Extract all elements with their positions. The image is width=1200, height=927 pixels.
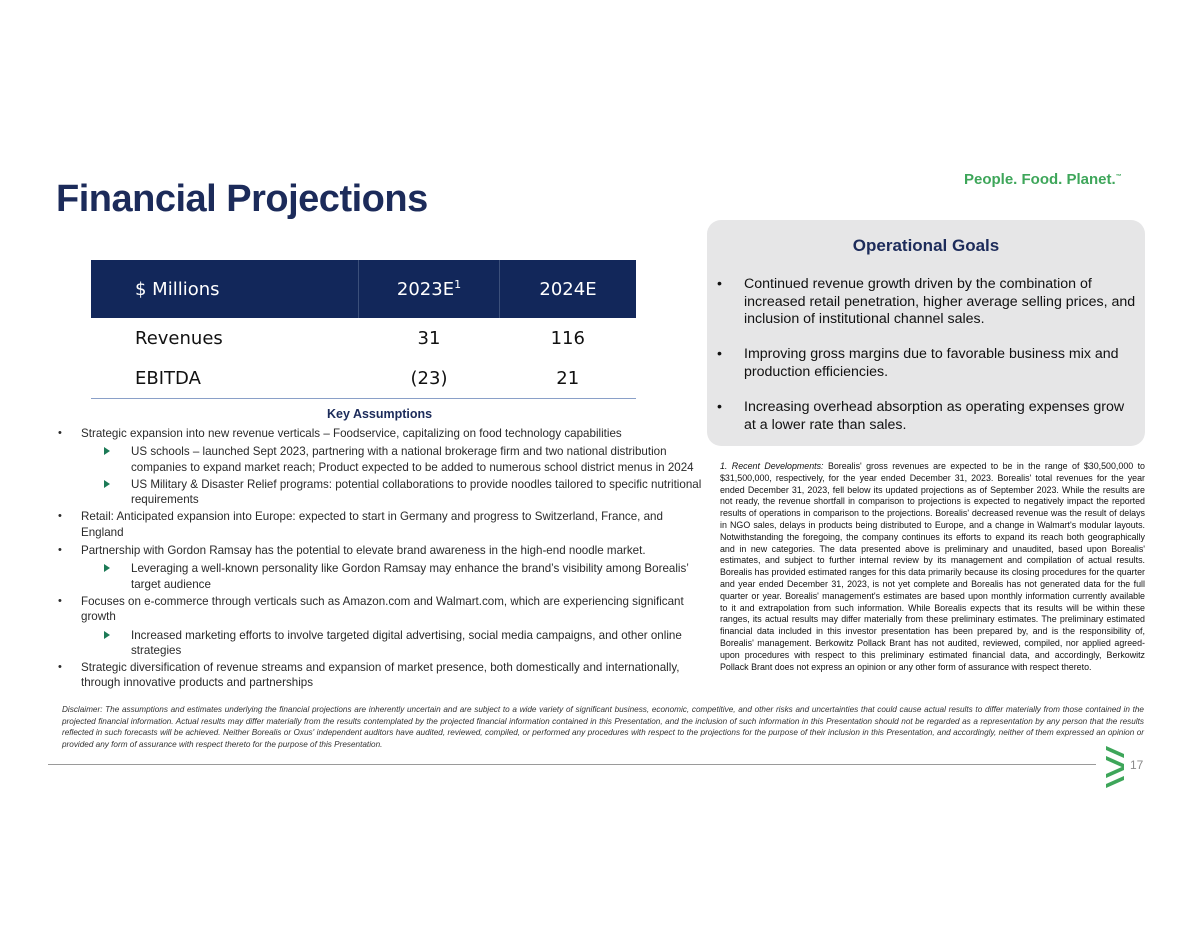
arrow-right-icon: [104, 564, 110, 572]
row-label: EBITDA: [91, 358, 359, 399]
page-title: Financial Projections: [56, 178, 428, 220]
arrow-right-icon: [104, 447, 110, 455]
bullet-icon: •: [717, 399, 722, 415]
key-assumptions-list: [56, 426, 706, 694]
table-row: [91, 358, 636, 399]
operational-goals-title: Operational Goals: [852, 236, 1000, 255]
list-item: • Continued revenue growth driven by the combination of increased retail penetration, higher average selling prices, and inclusion of institutional channel sales.: [717, 276, 1136, 327]
footnote: [720, 461, 1145, 673]
bullet-icon: •: [58, 427, 62, 439]
bullet-icon: •: [58, 510, 62, 523]
row-label: Revenues: [135, 327, 223, 349]
column-header: $ Millions: [91, 260, 359, 318]
list-item: • Strategic expansion into new revenue verticals – Foodservice, capitalizing on food technology capabilities: [58, 427, 622, 440]
table-cell: 116: [550, 327, 585, 349]
list-item: • Improving gross margins due to favorable business mix and production efficiencies.: [717, 346, 1119, 380]
bullet-icon: •: [58, 594, 62, 607]
bullet-icon: •: [58, 544, 62, 557]
sub-list-item: Leveraging a well-known personality like Gordon Ramsay may enhance the brand’s visibility among Borealis’ target audience: [81, 561, 706, 592]
sub-list-item: Increased marketing efforts to involve targeted digital advertising, social media campaigns, and other online strategies: [81, 628, 706, 659]
list-item: • Increasing overhead absorption as operating expenses grow at a lower rate than sales.: [717, 399, 1125, 433]
tagline: People. Food. Planet.™: [964, 171, 1122, 188]
bullet-icon: •: [717, 276, 722, 292]
table-header-row: [91, 260, 636, 318]
footnote-text: Borealis' gross revenues are expected to be in the range of $30,500,000 to $31,500,000, respectively, for the year ended December 31, 2023. Borealis' total revenues for the year ended December 31, 2023, fell below its updated projections as of September 2023. While the results are not ready, the revenue shortfall in comparison to projections is expected to negatively impact the reported results of operations in comparison to the projections. Borealis' decreased revenue was the result of delays in NGO sales, delays in products being distributed to Europe, and a change in Walmart's modular layouts. Notwithstanding the foregoing, the company continues its efforts to expand its reach both geographically and in new categories. The data presented above is preliminary and unaudited, based upon Borealis' estimates, and subject to further internal review by its management and compilation of actual results. Borealis has provided estimated ranges for this data primarily because its closing procedures for the quarter and year ended December 31, 2023, is not yet complete and Borealis has not generated data for the full quarter or year. Borealis' management's estimates are based upon monthly information currently available to it and extrapolation from such information. While Borealis expects that its results will be within these ranges, its actual results may differ materially from these preliminary estimates. The preliminary estimated financial data included in this investor presentation has been prepared by, and is the responsibility of, Borealis' management. Berkowitz Pollack Brant has not audited, reviewed, compiled, nor applied agreed-upon procedures with respect to this preliminary estimated financial data, and accordingly, Berkowitz Pollack Brant does not express an opinion or any other form of assurance with respect thereto.: [720, 461, 1145, 672]
table-cell: 21: [500, 358, 637, 399]
operational-goals-panel: [707, 220, 1145, 446]
table-row: [91, 318, 636, 358]
page-number: 17: [1130, 758, 1144, 772]
footnote-label: 1. Recent Developments:: [720, 461, 824, 471]
column-header: $2023E^1$: [359, 260, 500, 318]
footer-divider: [48, 764, 1096, 765]
list-item: • Retail: Anticipated expansion into Europe: expected to start in Germany and progress to Switzerland, France, and England: [58, 510, 663, 539]
list-item: • Strategic diversification of revenue streams and expansion of market presence, both domestically and internationally, through innovative products and partnerships: [58, 661, 680, 690]
brand-logo-icon: [1104, 744, 1126, 790]
key-assumptions-title: Key Assumptions: [327, 407, 433, 421]
financial-table: [91, 260, 636, 399]
list-item: • Focuses on e-commerce through verticals such as Amazon.com and Walmart.com, which are experiencing significant growth: [58, 594, 684, 624]
table-cell: (23): [359, 358, 500, 399]
list-item: • Partnership with Gordon Ramsay has the potential to elevate brand awareness in the high-end noodle market.: [58, 544, 646, 558]
table-cell: 31: [417, 327, 441, 349]
bullet-icon: •: [717, 346, 722, 362]
sub-list-item: US schools – launched Sept 2023, partnering with a national brokerage firm and two national distribution companies to expand market reach; Product expected to be added to numerous school district menus in 2024: [81, 444, 706, 475]
sub-list-item: US Military & Disaster Relief programs: potential collaborations to provide noodles tailored to specific nutritional requirements: [81, 477, 706, 508]
arrow-right-icon: [104, 631, 110, 639]
column-header: 2024E: [500, 260, 637, 318]
arrow-right-icon: [104, 480, 110, 488]
disclaimer: Disclaimer: The assumptions and estimates underlying the financial projections are inherently uncertain and are subject to a wide variety of significant business, economic, competitive, and other risks and uncertainties that could cause actual results to differ materially from those contained in the projected financial information. Actual results may differ materially from the results contemplated by the projected financial information contained in this Presentation, and the inclusion of such information in this Presentation should not be regarded as a representation by any person that the results reflected in such forecasts will be achieved. Neither Borealis or Oxus' independent auditors have audited, reviewed, compiled, or performed any procedures with respect to the projections for the purpose of their inclusion in this Presentation, and accordingly, neither of them expressed an opinion or provided any form of assurance with respect thereto for the purpose of this Presentation.: [62, 705, 1144, 750]
bullet-icon: •: [58, 661, 62, 674]
